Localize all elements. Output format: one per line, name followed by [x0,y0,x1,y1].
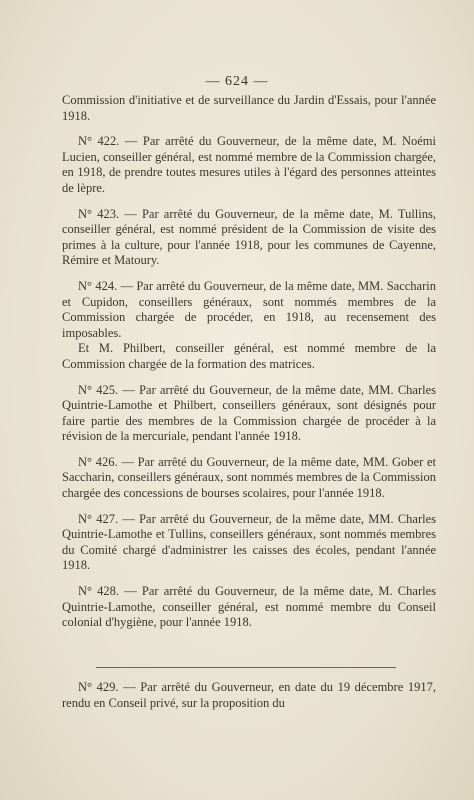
paragraph-arrete-424: N° 424. — Par arrêté du Gouverneur, de la même date, MM. Saccharin et Cupidon, conseillers généraux, sont nommés membres de la Commission chargée de procéder, en 1918, au recensement des imposables. [62,278,436,340]
paragraph-arrete-427: N° 427. — Par arrêté du Gouverneur, de la même date, MM. Charles Quintrie-Lamothe et Tullins, conseillers généraux, sont nommés membres du Comité chargé d'administrer les caisses des écoles, pendant l'année 1918. [62,511,436,573]
paragraph-arrete-429: N° 429. — Par arrêté du Gouverneur, en date du 19 décembre 1917, rendu en Conseil privé, sur la proposition du [62,680,436,710]
paragraph-arrete-422: N° 422. — Par arrêté du Gouverneur, de la même date, M. Noémi Lucien, conseiller général, est nommé membre de la Commission chargée, en 1918, de prendre toutes mesures utiles à l'égard des personnes atteintes de lèpre. [62,134,436,195]
paragraph-arrete-423: N° 423. — Par arrêté du Gouverneur, de la même date, M. Tullins, conseiller général, est nommé président de la Commission de visite des primes à la culture, pour l'année 1918, pour les communes de Cayenne, Rémire et Matoury. [62,206,436,268]
paragraph-continuation: Commission d'initiative et de surveillance du Jardin d'Essais, pour l'année 1918. [62,93,436,123]
paragraph-arrete-426: N° 426. — Par arrêté du Gouverneur, de la même date, MM. Gober et Saccharin, conseillers généraux, sont nommés membres de la Commission chargée des concessions de bourses scolaires, pour l'année 1918. [62,454,436,501]
paragraph-arrete-425: N° 425. — Par arrêté du Gouverneur, de la même date, MM. Charles Quintrie-Lamothe et Philbert, conseillers généraux, sont désignés pour faire partie des membres de la Commission chargée de procéder à la révision de la mercuriale, pendant l'année 1918. [62,382,436,444]
document-body [62,93,436,631]
paragraph-arrete-424-addendum: Et M. Philbert, conseiller général, est nommé membre de la Commission chargée de la formation des matrices. [62,341,436,371]
paragraph-arrete-428: N° 428. — Par arrêté du Gouverneur, de la même date, M. Charles Quintrie-Lamothe, conseiller général, est nommé membre du Conseil colonial d'hygiène, pour l'année 1918. [62,584,436,630]
section-divider [96,667,396,668]
page-number: — 624 — [205,74,269,89]
document-body-lower [62,680,436,721]
